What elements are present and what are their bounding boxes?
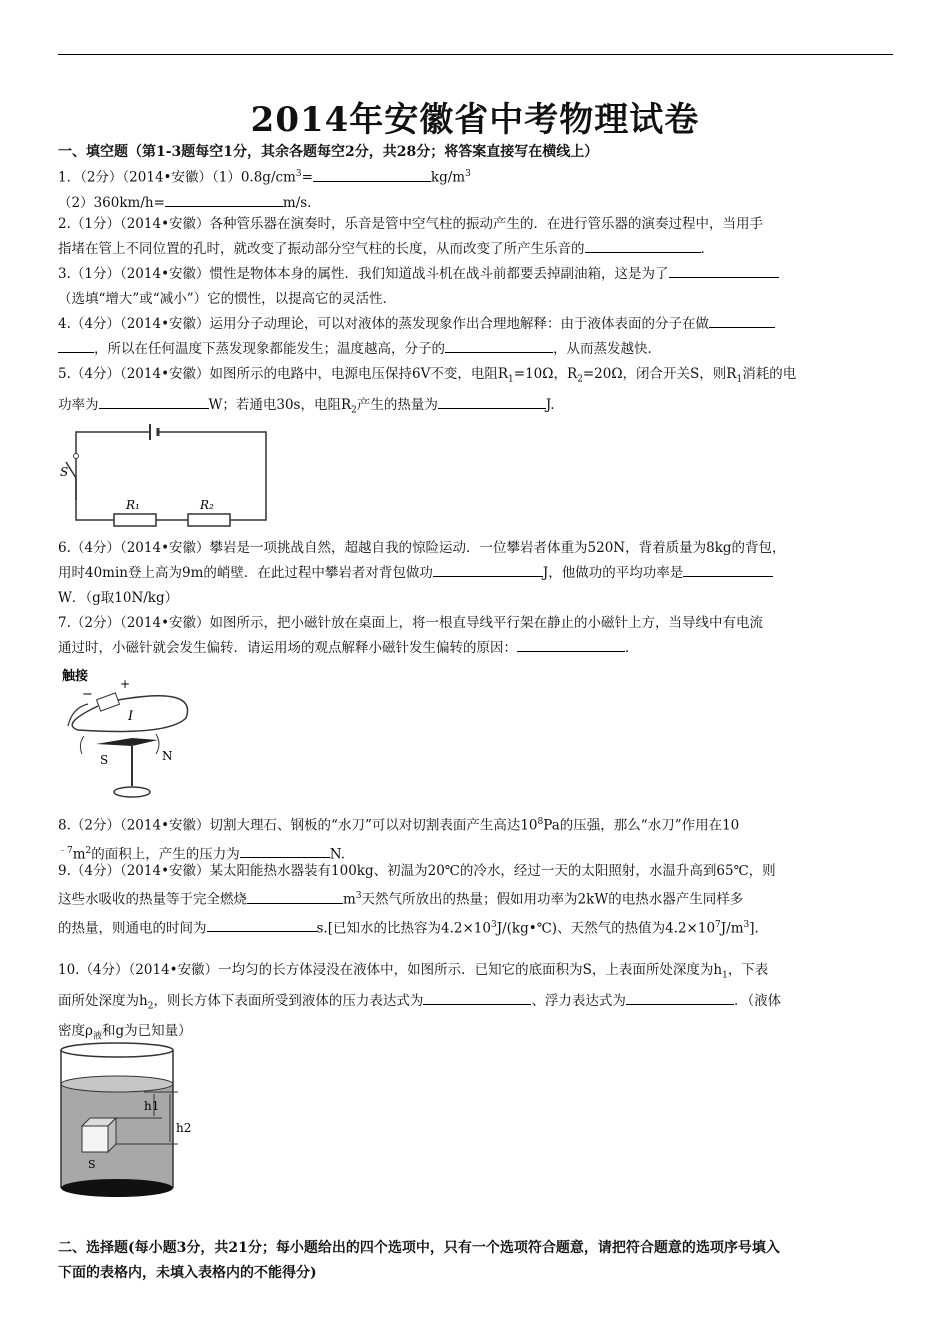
answer-blank-cont[interactable] — [58, 338, 94, 353]
q5-text: =20Ω，闭合开关S，则R — [582, 366, 737, 382]
answer-blank[interactable] — [433, 562, 543, 577]
resistor-r1 — [114, 514, 156, 526]
south-label: S — [100, 753, 109, 767]
touch-label: 触接 — [62, 669, 89, 684]
answer-blank[interactable] — [313, 167, 431, 182]
answer-blank[interactable] — [438, 394, 546, 409]
answer-blank[interactable] — [517, 637, 625, 652]
superscript: 8 — [537, 817, 544, 827]
question-5 — [58, 362, 893, 423]
q10-text: 面所处深度为h — [58, 992, 148, 1009]
compass-diagram — [58, 664, 218, 804]
q6-line-1: 6.（4分）（2014•安徽）攀岩是一项挑战自然，超越自我的惊险运动．一位攀岩者体重为520N，背着质量为8kg的背包， — [58, 540, 786, 556]
north-label: N — [162, 749, 173, 763]
section-2-line-1: 二、选择题(每小题3分，共21分；每小题给出的四个选项中，只有一个选项符合题意，请把符合题意的选项序号填入 — [58, 1240, 780, 1256]
superscript: 3 — [355, 891, 362, 901]
q9-text: 天然气所放出的热量；假如用功率为2kW的电热水器产生同样多 — [361, 891, 744, 908]
q8-text: 8.（2分）（2014•安徽）切割大理石、钢板的“水刀”可以对切割表面产生高达10 — [58, 817, 538, 834]
q6-text: 用时40min登上高为9m的峭壁．在此过程中攀岩者对背包做功 — [58, 565, 433, 581]
question-10 — [58, 958, 893, 1050]
arrow-icon — [80, 736, 84, 754]
answer-blank[interactable] — [683, 562, 773, 577]
answer-blank[interactable] — [423, 990, 531, 1005]
area-label: S — [88, 1158, 96, 1171]
superscript: 7 — [715, 919, 721, 930]
q9-text: 这些水吸收的热量等于完全燃烧 — [58, 891, 247, 908]
q9-text: s.[已知水的比热容为4.2×10 — [316, 920, 491, 936]
q5-text: 产生的热量为 — [356, 396, 438, 413]
q6-text: J，他做功的平均功率是 — [542, 565, 684, 581]
q1-text: 1．（2分）（2014•安徽）（1）0.8g/cm — [58, 169, 296, 186]
q9-text: 的热量，则通电的时间为 — [58, 920, 207, 936]
question-9 — [58, 859, 893, 941]
q9-line-1: 9.（4分）（2014•安徽）某太阳能热水器装有100kg、初温为20℃的冷水，经过一天的太阳照射，水温升高到65℃，则 — [58, 863, 776, 879]
container-bottom — [61, 1179, 173, 1197]
q4-line-2: ，所以在任何温度下蒸发现象都能发生；温度越高，分子的 — [94, 341, 445, 357]
q1-unit: kg/m — [430, 169, 466, 186]
q6-line-3: W．（g取10N/kg） — [58, 590, 179, 606]
q8-text: 的面积上，产生的压力为 — [91, 846, 240, 862]
q5-text: =10Ω，R — [513, 366, 578, 382]
q2-line-1: 2.（1分）（2014•安徽）各种管乐器在演奏时，乐音是管中空气柱的振动产生的．在进行管乐器的演奏过程中，当用手 — [58, 216, 764, 232]
q10-text: 密度ρ — [58, 1023, 93, 1040]
section-2-line-2: 下面的表格内，未填入表格内的不能得分) — [58, 1265, 317, 1281]
q10-text: 10.（4分）（2014•安徽）一均匀的长方体浸没在液体中，如图所示．已知它的底面积为S，上表面所处深度为h — [58, 962, 723, 978]
circuit-diagram — [58, 418, 278, 528]
q2-line-2: 指堵在管上不同位置的孔时，就改变了振动部分空气柱的长度，从而改变了所产生乐音的 — [58, 241, 585, 257]
answer-blank[interactable] — [247, 889, 343, 904]
section-1-heading: 一、填空题（第1-3题每空1分，其余各题每空2分，共28分；将答案直接写在横线上） — [58, 144, 599, 160]
question-2 — [58, 212, 893, 262]
subscript: 1 — [722, 970, 728, 981]
q5-unit: J. — [545, 396, 555, 413]
answer-blank[interactable] — [240, 843, 330, 858]
answer-blank[interactable] — [99, 394, 209, 409]
r1-label: R₁ — [126, 498, 140, 512]
q3-line-2: （选填“增大”或“减小”）它的惯性，以提高它的灵活性． — [58, 291, 397, 307]
q5-text: 功率为 — [58, 396, 99, 413]
superscript: ﹣7 — [58, 845, 73, 856]
section-2-heading — [58, 1236, 780, 1286]
question-1: 1．（2分）（2014•安徽）$(1)0.8g/cm^3= kg/m^3$ （2）360km/h= m/s. — [58, 162, 893, 216]
r2-label: R₂ — [200, 498, 214, 512]
current-label: I — [128, 709, 134, 724]
superscript: 2 — [85, 845, 92, 856]
question-4 — [58, 312, 893, 362]
q3-line-1: 3.（1分）（2014•安徽）惯性是物体本身的属性．我们知道战斗机在战斗前都要丢掉副油箱，这是为了 — [58, 266, 669, 282]
q8-text: Pa的压强，那么“水刀”作用在10 — [543, 817, 740, 834]
liquid-surface — [61, 1076, 173, 1092]
compass-needle — [96, 738, 158, 746]
arrow-icon — [68, 704, 88, 726]
q9-text: J/m — [720, 920, 744, 936]
answer-blank[interactable] — [207, 917, 317, 932]
q1-unit-2: m/s. — [282, 194, 312, 211]
container-rim — [61, 1043, 173, 1057]
compass-base — [114, 787, 150, 797]
circuit-wire — [76, 478, 114, 520]
minus-label: − — [82, 687, 93, 702]
answer-blank[interactable] — [585, 238, 701, 253]
q5-text: 5.（4分）（2014•安徽）如图所示的电路中，电源电压保持6V不变，电阻R — [58, 366, 509, 382]
q8-unit: N. — [329, 846, 346, 862]
answer-blank[interactable] — [445, 338, 553, 353]
question-3 — [58, 262, 893, 312]
q7-end: ． — [625, 640, 639, 656]
q8-text: m — [72, 846, 86, 862]
subscript: 2 — [147, 1001, 154, 1012]
q9-text: m — [343, 891, 356, 908]
q5-text: 消耗的电 — [742, 366, 797, 382]
superscript: 3 — [490, 919, 497, 930]
subscript: 1 — [508, 374, 514, 385]
resistor-r2 — [188, 514, 230, 526]
question-6 — [58, 536, 893, 611]
question-7 — [58, 611, 893, 661]
q7-text: 通过时，小磁针就会发生偏转．请运用场的观点解释小磁针发生偏转的原因： — [58, 640, 517, 656]
q9-text: J/(kg•℃)、天然气的热值为4.2×10 — [496, 920, 716, 936]
q1-text-eq: = — [301, 169, 313, 186]
q5-text: W；若通电30s，电阻R — [208, 396, 352, 413]
circuit-wire — [76, 432, 150, 500]
q10-text: 、浮力表达式为 — [531, 992, 626, 1009]
subscript: 液 — [92, 1032, 102, 1043]
header-rule — [58, 54, 893, 55]
answer-blank[interactable] — [709, 313, 775, 328]
q4-end: ，从而蒸发越快． — [553, 341, 661, 357]
switch-contact — [74, 454, 79, 459]
h1-label: h1 — [144, 1099, 160, 1113]
immersed-block-diagram — [58, 1040, 208, 1200]
answer-blank[interactable] — [669, 263, 779, 278]
q9-text: ]. — [749, 920, 759, 936]
q10-text: 和g为已知量） — [101, 1023, 192, 1040]
page-title: 2014年安徽省中考物理试卷 — [250, 100, 700, 140]
q2-end: ． — [700, 241, 714, 257]
q1-text-2: （2）360km/h= — [58, 194, 165, 211]
block-front — [82, 1126, 108, 1152]
subscript: 1 — [736, 374, 743, 385]
subscript: 2 — [577, 374, 583, 385]
q10-text: ，下表 — [727, 962, 769, 978]
arrow-icon — [156, 734, 159, 754]
q4-line-1: 4.（4分）（2014•安徽）运用分子动理论，可以对液体的蒸发现象作出合理地解释：由于液体表面的分子在做 — [58, 316, 710, 332]
superscript: 3 — [743, 919, 750, 930]
h2-label: h2 — [176, 1121, 192, 1135]
plus-label: + — [120, 677, 131, 691]
answer-blank[interactable] — [626, 990, 734, 1005]
battery-icon — [97, 693, 120, 711]
q10-text: ，则长方体下表面所受到液体的压力表达式为 — [153, 992, 424, 1009]
q7-line-1: 7.（2分）（2014•安徽）如图所示，把小磁针放在桌面上，将一根直导线平行架在静止的小磁针上方，当导线中有电流 — [58, 615, 764, 631]
switch-label: S — [60, 465, 69, 479]
subscript: 2 — [351, 405, 357, 416]
q10-text: ．（液体 — [733, 992, 782, 1009]
answer-blank[interactable] — [165, 192, 283, 207]
